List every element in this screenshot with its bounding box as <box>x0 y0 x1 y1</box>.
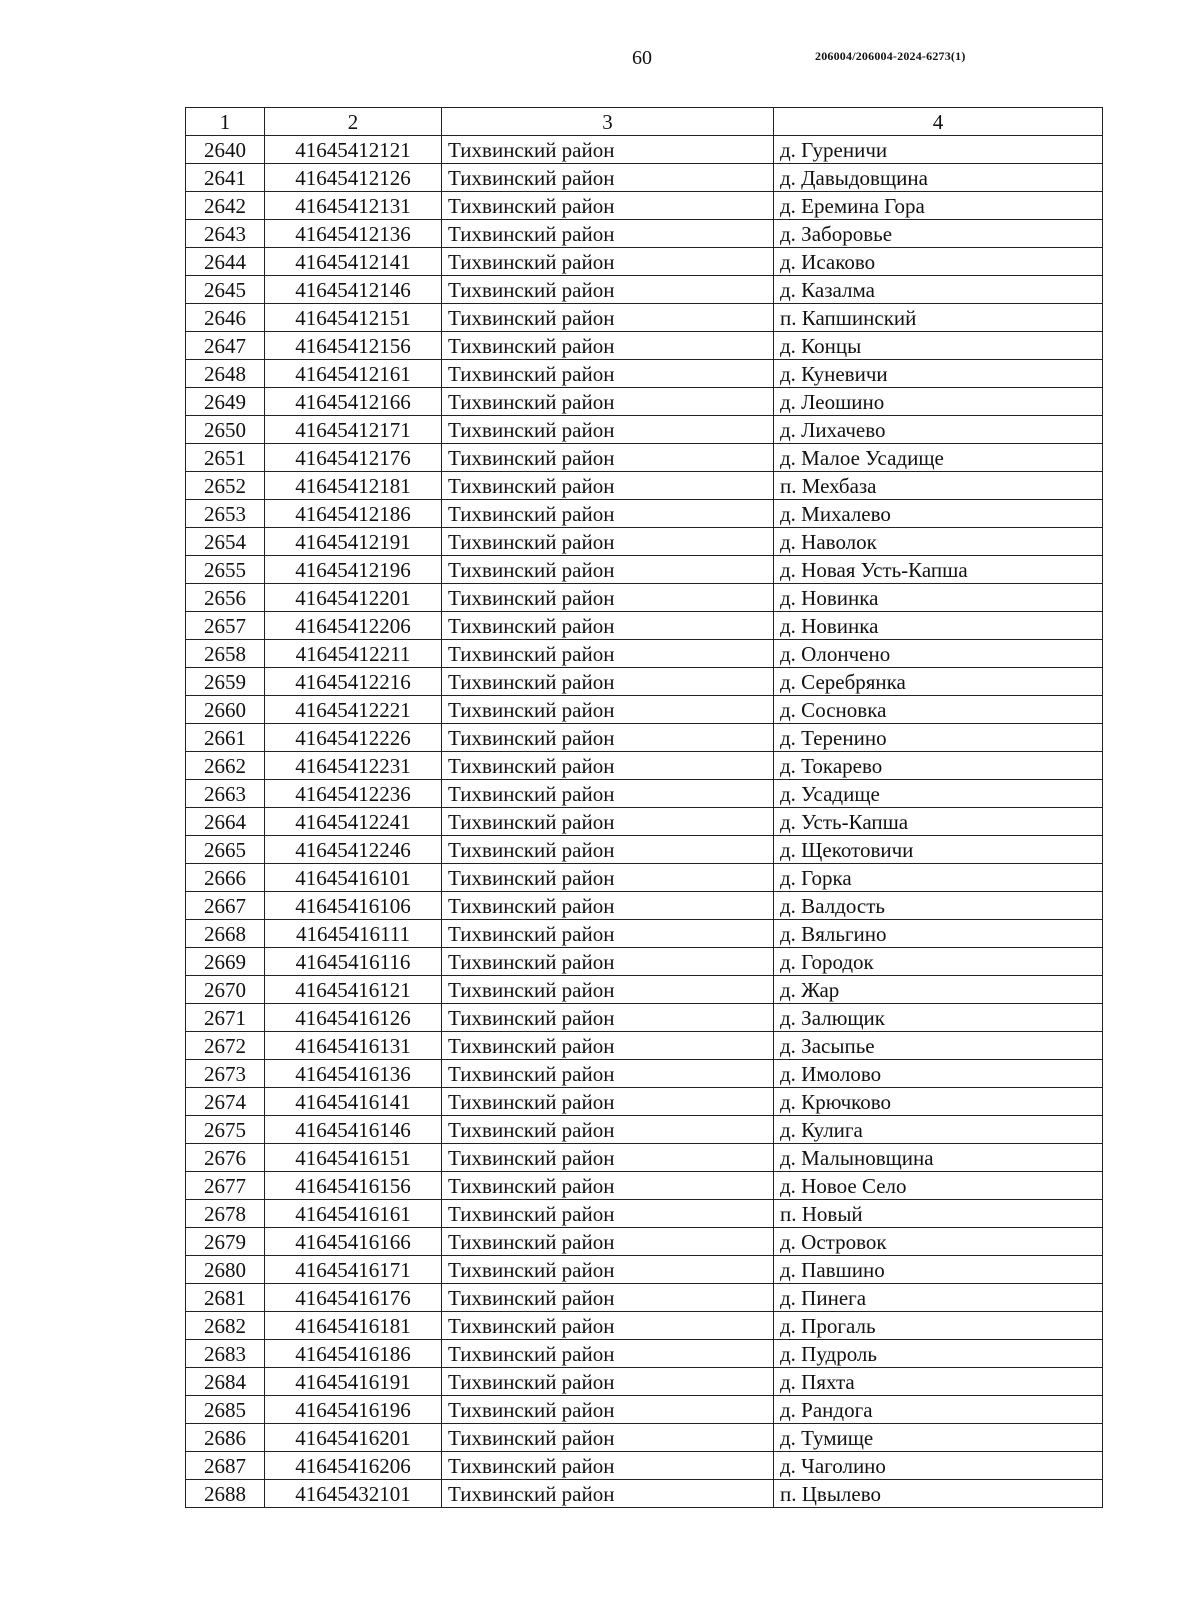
row-number-cell: 2680 <box>186 1256 265 1284</box>
row-number-cell: 2670 <box>186 976 265 1004</box>
table-row <box>186 1004 1103 1032</box>
row-number-cell: 2683 <box>186 1340 265 1368</box>
locality-cell: д. Олончено <box>774 640 1103 668</box>
district-cell: Тихвинский район <box>442 192 774 220</box>
district-cell: Тихвинский район <box>442 584 774 612</box>
row-number-cell: 2687 <box>186 1452 265 1480</box>
district-cell: Тихвинский район <box>442 136 774 164</box>
locality-cell: д. Новая Усть-Капша <box>774 556 1103 584</box>
row-number-cell: 2647 <box>186 332 265 360</box>
table-row <box>186 1060 1103 1088</box>
row-number-cell: 2651 <box>186 444 265 472</box>
page-number: 60 <box>632 47 652 69</box>
table-row <box>186 1284 1103 1312</box>
locality-cell: д. Пинега <box>774 1284 1103 1312</box>
row-number-cell: 2681 <box>186 1284 265 1312</box>
locality-cell: д. Щекотовичи <box>774 836 1103 864</box>
locality-cell: д. Тумище <box>774 1424 1103 1452</box>
district-cell: Тихвинский район <box>442 668 774 696</box>
district-cell: Тихвинский район <box>442 500 774 528</box>
code-cell: 41645412226 <box>265 724 442 752</box>
district-cell: Тихвинский район <box>442 1396 774 1424</box>
table-row <box>186 556 1103 584</box>
locality-cell: д. Залющик <box>774 1004 1103 1032</box>
row-number-cell: 2656 <box>186 584 265 612</box>
code-cell: 41645412136 <box>265 220 442 248</box>
row-number-cell: 2672 <box>186 1032 265 1060</box>
table-row <box>186 528 1103 556</box>
code-cell: 41645412196 <box>265 556 442 584</box>
code-cell: 41645416111 <box>265 920 442 948</box>
district-cell: Тихвинский район <box>442 332 774 360</box>
code-cell: 41645412151 <box>265 304 442 332</box>
row-number-cell: 2661 <box>186 724 265 752</box>
table-row <box>186 612 1103 640</box>
district-cell: Тихвинский район <box>442 1256 774 1284</box>
locality-cell: д. Островок <box>774 1228 1103 1256</box>
row-number-cell: 2649 <box>186 388 265 416</box>
row-number-cell: 2646 <box>186 304 265 332</box>
locality-cell: д. Валдость <box>774 892 1103 920</box>
district-cell: Тихвинский район <box>442 1032 774 1060</box>
code-cell: 41645416206 <box>265 1452 442 1480</box>
locality-cell: д. Серебрянка <box>774 668 1103 696</box>
code-cell: 41645412171 <box>265 416 442 444</box>
code-cell: 41645416201 <box>265 1424 442 1452</box>
code-cell: 41645416196 <box>265 1396 442 1424</box>
district-cell: Тихвинский район <box>442 248 774 276</box>
code-cell: 41645412166 <box>265 388 442 416</box>
table-row <box>186 248 1103 276</box>
code-cell: 41645416171 <box>265 1256 442 1284</box>
row-number-cell: 2684 <box>186 1368 265 1396</box>
district-cell: Тихвинский район <box>442 1060 774 1088</box>
district-cell: Тихвинский район <box>442 220 774 248</box>
locality-cell: д. Горка <box>774 864 1103 892</box>
code-cell: 41645412191 <box>265 528 442 556</box>
district-cell: Тихвинский район <box>442 920 774 948</box>
locality-cell: д. Новое Село <box>774 1172 1103 1200</box>
row-number-cell: 2685 <box>186 1396 265 1424</box>
row-number-cell: 2641 <box>186 164 265 192</box>
table-row <box>186 1368 1103 1396</box>
district-cell: Тихвинский район <box>442 472 774 500</box>
table-row <box>186 192 1103 220</box>
district-cell: Тихвинский район <box>442 1340 774 1368</box>
table-row <box>186 1480 1103 1508</box>
locality-cell: д. Городок <box>774 948 1103 976</box>
locality-cell: д. Токарево <box>774 752 1103 780</box>
row-number-cell: 2686 <box>186 1424 265 1452</box>
district-cell: Тихвинский район <box>442 1452 774 1480</box>
code-cell: 41645416116 <box>265 948 442 976</box>
table-row <box>186 136 1103 164</box>
code-cell: 41645416131 <box>265 1032 442 1060</box>
district-cell: Тихвинский район <box>442 1172 774 1200</box>
column-header-3: 3 <box>442 108 774 136</box>
code-cell: 41645416136 <box>265 1060 442 1088</box>
table-row <box>186 444 1103 472</box>
settlements-table <box>185 107 1103 1508</box>
table-row <box>186 780 1103 808</box>
locality-cell: д. Еремина Гора <box>774 192 1103 220</box>
row-number-cell: 2669 <box>186 948 265 976</box>
district-cell: Тихвинский район <box>442 360 774 388</box>
code-cell: 41645412146 <box>265 276 442 304</box>
row-number-cell: 2664 <box>186 808 265 836</box>
locality-cell: д. Исаково <box>774 248 1103 276</box>
row-number-cell: 2673 <box>186 1060 265 1088</box>
code-cell: 41645412126 <box>265 164 442 192</box>
locality-cell: д. Леошино <box>774 388 1103 416</box>
code-cell: 41645416121 <box>265 976 442 1004</box>
table-row <box>186 976 1103 1004</box>
locality-cell: п. Мехбаза <box>774 472 1103 500</box>
table-row <box>186 920 1103 948</box>
row-number-cell: 2675 <box>186 1116 265 1144</box>
table-row <box>186 332 1103 360</box>
table-row <box>186 1032 1103 1060</box>
table-row <box>186 948 1103 976</box>
table-row <box>186 640 1103 668</box>
table-row <box>186 1116 1103 1144</box>
table-row <box>186 472 1103 500</box>
district-cell: Тихвинский район <box>442 1088 774 1116</box>
code-cell: 41645416101 <box>265 864 442 892</box>
table-row <box>186 360 1103 388</box>
table-row <box>186 500 1103 528</box>
locality-cell: д. Малое Усадище <box>774 444 1103 472</box>
district-cell: Тихвинский район <box>442 892 774 920</box>
table-row <box>186 1312 1103 1340</box>
district-cell: Тихвинский район <box>442 1480 774 1508</box>
code-cell: 41645412241 <box>265 808 442 836</box>
row-number-cell: 2645 <box>186 276 265 304</box>
row-number-cell: 2655 <box>186 556 265 584</box>
locality-cell: д. Вяльгино <box>774 920 1103 948</box>
table-row <box>186 864 1103 892</box>
district-cell: Тихвинский район <box>442 1424 774 1452</box>
locality-cell: д. Рандога <box>774 1396 1103 1424</box>
code-cell: 41645412176 <box>265 444 442 472</box>
code-cell: 41645412186 <box>265 500 442 528</box>
district-cell: Тихвинский район <box>442 416 774 444</box>
locality-cell: д. Жар <box>774 976 1103 1004</box>
district-cell: Тихвинский район <box>442 1368 774 1396</box>
row-number-cell: 2668 <box>186 920 265 948</box>
locality-cell: д. Усть-Капша <box>774 808 1103 836</box>
code-cell: 41645416141 <box>265 1088 442 1116</box>
locality-cell: д. Новинка <box>774 612 1103 640</box>
district-cell: Тихвинский район <box>442 612 774 640</box>
row-number-cell: 2640 <box>186 136 265 164</box>
code-cell: 41645412221 <box>265 696 442 724</box>
district-cell: Тихвинский район <box>442 1200 774 1228</box>
district-cell: Тихвинский район <box>442 640 774 668</box>
table-row <box>186 1228 1103 1256</box>
code-cell: 41645412231 <box>265 752 442 780</box>
code-cell: 41645412201 <box>265 584 442 612</box>
locality-cell: п. Новый <box>774 1200 1103 1228</box>
table-row <box>186 388 1103 416</box>
code-cell: 41645416191 <box>265 1368 442 1396</box>
locality-cell: д. Теренино <box>774 724 1103 752</box>
table-row <box>186 416 1103 444</box>
locality-cell: д. Павшино <box>774 1256 1103 1284</box>
row-number-cell: 2663 <box>186 780 265 808</box>
code-cell: 41645412216 <box>265 668 442 696</box>
locality-cell: д. Михалево <box>774 500 1103 528</box>
code-cell: 41645412206 <box>265 612 442 640</box>
row-number-cell: 2657 <box>186 612 265 640</box>
table-row <box>186 892 1103 920</box>
locality-cell: д. Усадище <box>774 780 1103 808</box>
column-header-1: 1 <box>186 108 265 136</box>
row-number-cell: 2648 <box>186 360 265 388</box>
code-cell: 41645416166 <box>265 1228 442 1256</box>
row-number-cell: 2666 <box>186 864 265 892</box>
row-number-cell: 2665 <box>186 836 265 864</box>
locality-cell: д. Пяхта <box>774 1368 1103 1396</box>
locality-cell: д. Засыпье <box>774 1032 1103 1060</box>
table-row <box>186 220 1103 248</box>
code-cell: 41645412246 <box>265 836 442 864</box>
locality-cell: д. Наволок <box>774 528 1103 556</box>
row-number-cell: 2654 <box>186 528 265 556</box>
code-cell: 41645416146 <box>265 1116 442 1144</box>
row-number-cell: 2659 <box>186 668 265 696</box>
document-id: 206004/206004-2024-6273(1) <box>815 49 966 63</box>
table-header-row <box>186 108 1103 136</box>
district-cell: Тихвинский район <box>442 1004 774 1032</box>
locality-cell: д. Концы <box>774 332 1103 360</box>
row-number-cell: 2667 <box>186 892 265 920</box>
district-cell: Тихвинский район <box>442 444 774 472</box>
row-number-cell: 2650 <box>186 416 265 444</box>
district-cell: Тихвинский район <box>442 164 774 192</box>
locality-cell: д. Давыдовщина <box>774 164 1103 192</box>
district-cell: Тихвинский район <box>442 836 774 864</box>
code-cell: 41645416106 <box>265 892 442 920</box>
code-cell: 41645412121 <box>265 136 442 164</box>
locality-cell: д. Лихачево <box>774 416 1103 444</box>
row-number-cell: 2642 <box>186 192 265 220</box>
district-cell: Тихвинский район <box>442 808 774 836</box>
code-cell: 41645412211 <box>265 640 442 668</box>
column-header-2: 2 <box>265 108 442 136</box>
district-cell: Тихвинский район <box>442 976 774 1004</box>
column-header-4: 4 <box>774 108 1103 136</box>
district-cell: Тихвинский район <box>442 528 774 556</box>
row-number-cell: 2678 <box>186 1200 265 1228</box>
locality-cell: д. Казалма <box>774 276 1103 304</box>
district-cell: Тихвинский район <box>442 1144 774 1172</box>
code-cell: 41645412161 <box>265 360 442 388</box>
district-cell: Тихвинский район <box>442 1284 774 1312</box>
code-cell: 41645412131 <box>265 192 442 220</box>
district-cell: Тихвинский район <box>442 780 774 808</box>
locality-cell: п. Цвылево <box>774 1480 1103 1508</box>
row-number-cell: 2653 <box>186 500 265 528</box>
table-row <box>186 668 1103 696</box>
district-cell: Тихвинский район <box>442 556 774 584</box>
table-row <box>186 1424 1103 1452</box>
code-cell: 41645432101 <box>265 1480 442 1508</box>
code-cell: 41645416156 <box>265 1172 442 1200</box>
code-cell: 41645416186 <box>265 1340 442 1368</box>
row-number-cell: 2688 <box>186 1480 265 1508</box>
locality-cell: д. Малыновщина <box>774 1144 1103 1172</box>
district-cell: Тихвинский район <box>442 696 774 724</box>
table-row <box>186 304 1103 332</box>
table-row <box>186 696 1103 724</box>
district-cell: Тихвинский район <box>442 724 774 752</box>
district-cell: Тихвинский район <box>442 1228 774 1256</box>
row-number-cell: 2660 <box>186 696 265 724</box>
district-cell: Тихвинский район <box>442 864 774 892</box>
locality-cell: д. Куневичи <box>774 360 1103 388</box>
table-row <box>186 276 1103 304</box>
code-cell: 41645416151 <box>265 1144 442 1172</box>
table-row <box>186 164 1103 192</box>
table-row <box>186 1144 1103 1172</box>
table-row <box>186 1340 1103 1368</box>
district-cell: Тихвинский район <box>442 276 774 304</box>
locality-cell: п. Капшинский <box>774 304 1103 332</box>
table-row <box>186 836 1103 864</box>
locality-cell: д. Кулига <box>774 1116 1103 1144</box>
row-number-cell: 2674 <box>186 1088 265 1116</box>
code-cell: 41645412181 <box>265 472 442 500</box>
row-number-cell: 2677 <box>186 1172 265 1200</box>
row-number-cell: 2671 <box>186 1004 265 1032</box>
locality-cell: д. Чаголино <box>774 1452 1103 1480</box>
row-number-cell: 2643 <box>186 220 265 248</box>
district-cell: Тихвинский район <box>442 388 774 416</box>
table-row <box>186 724 1103 752</box>
code-cell: 41645412141 <box>265 248 442 276</box>
locality-cell: д. Новинка <box>774 584 1103 612</box>
row-number-cell: 2658 <box>186 640 265 668</box>
district-cell: Тихвинский район <box>442 1116 774 1144</box>
row-number-cell: 2662 <box>186 752 265 780</box>
row-number-cell: 2676 <box>186 1144 265 1172</box>
table-row <box>186 752 1103 780</box>
table-body <box>186 136 1103 1508</box>
locality-cell: д. Прогаль <box>774 1312 1103 1340</box>
table-row <box>186 1452 1103 1480</box>
locality-cell: д. Пудроль <box>774 1340 1103 1368</box>
table-row <box>186 1256 1103 1284</box>
table-row <box>186 1088 1103 1116</box>
code-cell: 41645412156 <box>265 332 442 360</box>
code-cell: 41645416176 <box>265 1284 442 1312</box>
table-row <box>186 1396 1103 1424</box>
table-row <box>186 584 1103 612</box>
table-row <box>186 808 1103 836</box>
district-cell: Тихвинский район <box>442 1312 774 1340</box>
code-cell: 41645412236 <box>265 780 442 808</box>
locality-cell: д. Имолово <box>774 1060 1103 1088</box>
locality-cell: д. Заборовье <box>774 220 1103 248</box>
locality-cell: д. Гуреничи <box>774 136 1103 164</box>
code-cell: 41645416126 <box>265 1004 442 1032</box>
district-cell: Тихвинский район <box>442 752 774 780</box>
locality-cell: д. Сосновка <box>774 696 1103 724</box>
code-cell: 41645416161 <box>265 1200 442 1228</box>
row-number-cell: 2679 <box>186 1228 265 1256</box>
table-row <box>186 1172 1103 1200</box>
district-cell: Тихвинский район <box>442 304 774 332</box>
table-row <box>186 1200 1103 1228</box>
row-number-cell: 2652 <box>186 472 265 500</box>
district-cell: Тихвинский район <box>442 948 774 976</box>
row-number-cell: 2682 <box>186 1312 265 1340</box>
locality-cell: д. Крючково <box>774 1088 1103 1116</box>
code-cell: 41645416181 <box>265 1312 442 1340</box>
row-number-cell: 2644 <box>186 248 265 276</box>
